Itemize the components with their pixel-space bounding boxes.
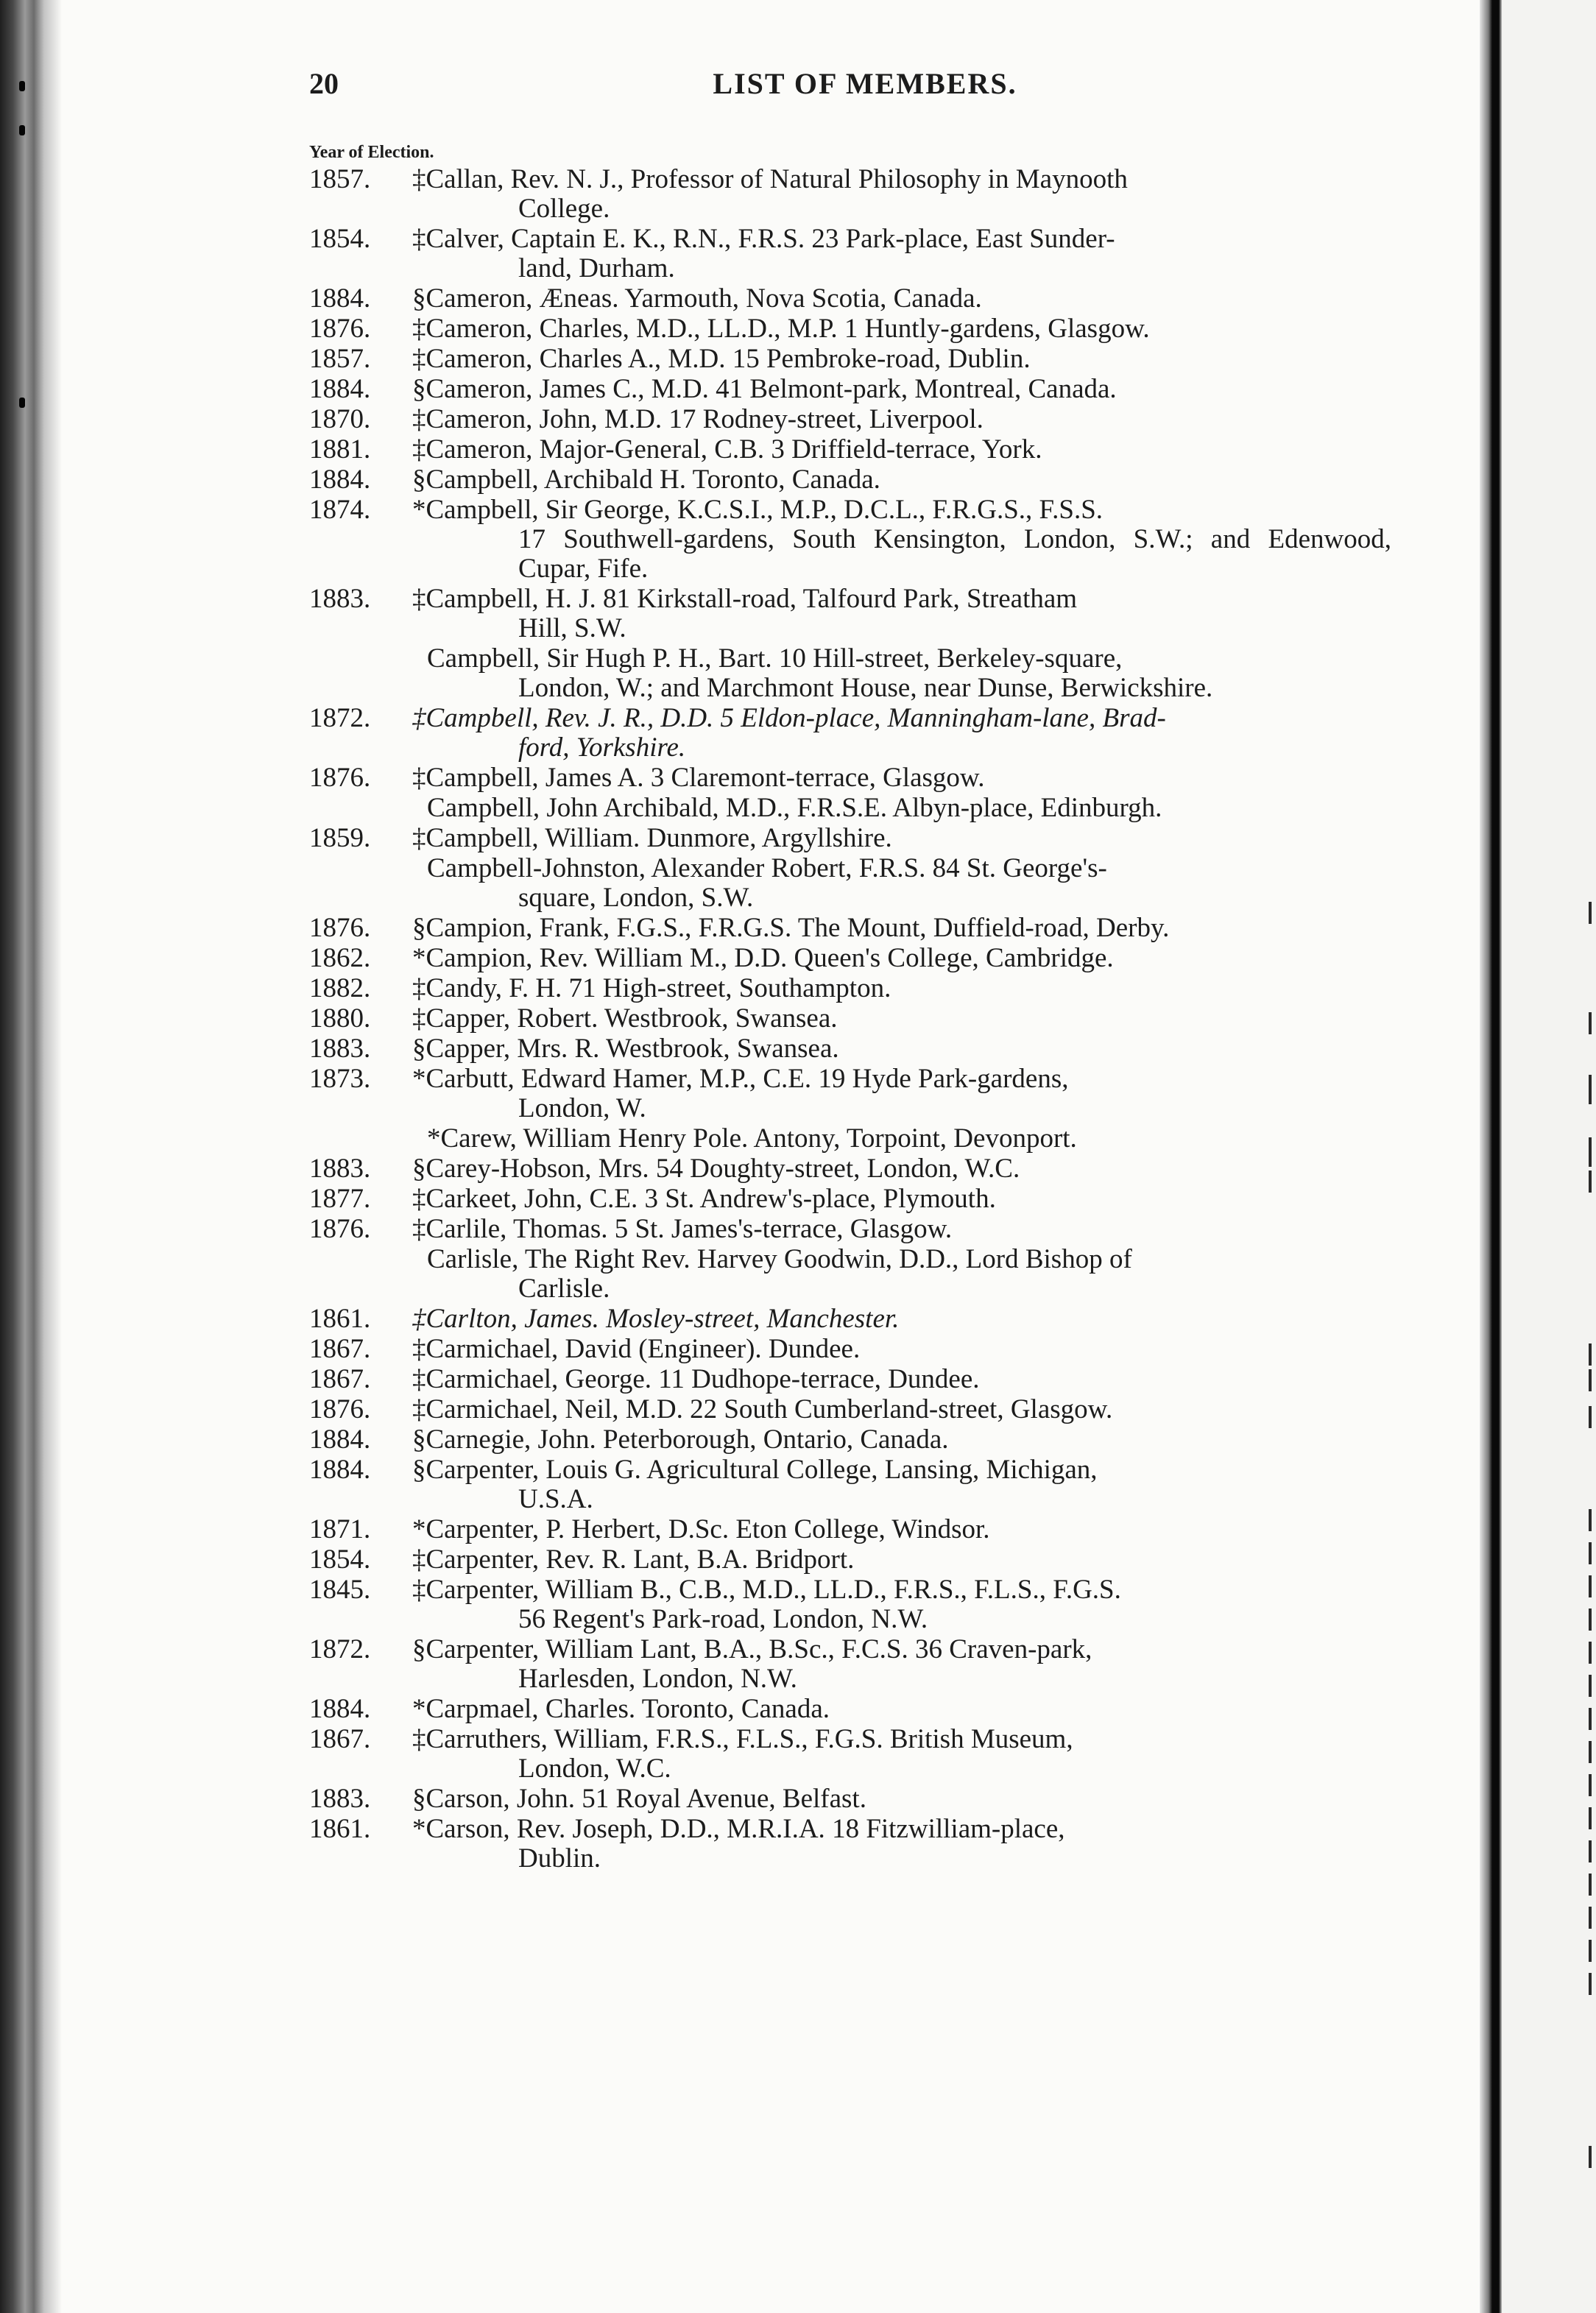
member-address: Eton College, Windsor. xyxy=(735,1514,990,1544)
member-name: ‡Carlile, Thomas. xyxy=(412,1214,608,1244)
election-year: 1857. xyxy=(309,164,371,194)
election-year: 1880. xyxy=(309,1003,371,1034)
member-entry xyxy=(309,1815,1391,1874)
member-address: 22 South Cumberland-street, Glasgow. xyxy=(690,1394,1113,1424)
election-year: 1884. xyxy=(309,465,371,495)
election-year: 1873. xyxy=(309,1064,371,1094)
address-continuation: Harlesden, London, N.W. xyxy=(518,1664,797,1694)
member-address: Queen's College, Cambridge. xyxy=(794,943,1114,973)
member-name: ‡Carlton, James. xyxy=(412,1304,599,1334)
page-number: 20 xyxy=(309,67,339,100)
member-entry xyxy=(309,824,1391,853)
member-entry xyxy=(309,1635,1391,1694)
member-name: ‡Candy, F. H. xyxy=(412,973,562,1003)
member-name: §Campbell, Archibald H. xyxy=(412,465,686,495)
member-name: Campbell-Johnston, Alexander Robert, F.R.S. xyxy=(427,853,926,883)
election-year: 1874. xyxy=(309,495,371,525)
binding-mark xyxy=(19,398,25,408)
member-entry xyxy=(309,1695,1391,1724)
address-continuation: 17 Southwell-gardens, South Kensington, London, S.W.; and Edenwood, Cupar, Fife. xyxy=(518,524,1391,584)
member-name: §Carson, John. xyxy=(412,1784,575,1814)
election-year: 1876. xyxy=(309,314,371,344)
election-year: 1877. xyxy=(309,1184,371,1214)
member-name: ‡Carmichael, David (Engineer). xyxy=(412,1334,762,1364)
page-fold-shadow xyxy=(1480,0,1502,2313)
election-year: 1884. xyxy=(309,1694,371,1724)
member-address: Professor of Natural Philosophy in Maynooth xyxy=(630,164,1128,194)
election-year: 1876. xyxy=(309,1394,371,1424)
member-entry xyxy=(309,1425,1391,1455)
running-title: LIST OF MEMBERS. xyxy=(713,67,1017,100)
document-page xyxy=(309,59,1391,2238)
member-name: *Carew, William Henry Pole. xyxy=(427,1123,749,1154)
member-entry xyxy=(309,1725,1391,1784)
binding-mark xyxy=(19,125,25,135)
member-name: §Carpenter, William Lant, B.A., B.Sc., F.C.S. xyxy=(412,1634,908,1664)
member-entry xyxy=(309,1455,1391,1514)
election-year: 1867. xyxy=(309,1724,371,1754)
election-year: 1876. xyxy=(309,1214,371,1244)
member-address: 71 High-street, Southampton. xyxy=(568,973,891,1003)
election-year: 1883. xyxy=(309,1034,371,1064)
election-year: 1882. xyxy=(309,973,371,1003)
election-year: 1884. xyxy=(309,1455,371,1485)
address-continuation: Carlisle. xyxy=(518,1274,610,1304)
member-name: §Cameron, Æneas. xyxy=(412,283,619,314)
member-name: ‡Campbell, H. J. xyxy=(412,584,596,614)
election-year: 1845. xyxy=(309,1575,371,1605)
member-entry xyxy=(309,1034,1391,1064)
election-year: 1867. xyxy=(309,1364,371,1394)
election-year: 1883. xyxy=(309,1154,371,1184)
member-entry xyxy=(309,1184,1391,1214)
member-entry xyxy=(309,854,1391,913)
member-entry xyxy=(309,1124,1391,1154)
member-address: Albyn-place, Edinburgh. xyxy=(892,793,1162,823)
member-entry xyxy=(309,794,1391,823)
member-entry xyxy=(309,944,1391,973)
member-name: Campbell, Sir Hugh P. H., Bart. xyxy=(427,643,772,674)
member-address: 17 Rodney-street, Liverpool. xyxy=(668,404,984,434)
member-address: 3 St. Andrew's-place, Plymouth. xyxy=(644,1184,996,1214)
member-address: Westbrook, Swansea. xyxy=(606,1034,839,1064)
member-entry xyxy=(309,914,1391,943)
member-address: 19 Hyde Park-gardens, xyxy=(818,1064,1069,1094)
member-entry xyxy=(309,1395,1391,1424)
member-entry xyxy=(309,585,1391,643)
member-entry xyxy=(309,165,1391,224)
address-continuation: U.S.A. xyxy=(518,1484,593,1514)
member-name: *Carson, Rev. Joseph, D.D., M.R.I.A. xyxy=(412,1814,825,1844)
address-continuation: London, W. xyxy=(518,1093,646,1123)
member-name: §Carey-Hobson, Mrs. xyxy=(412,1154,649,1184)
member-name: ‡Carmichael, George. xyxy=(412,1364,652,1394)
member-entry xyxy=(309,1365,1391,1394)
member-address: Bridport. xyxy=(755,1544,855,1575)
election-year: 1872. xyxy=(309,703,371,733)
election-year: 1876. xyxy=(309,913,371,943)
election-year: 1867. xyxy=(309,1334,371,1364)
member-address: 5 St. James's-terrace, Glasgow. xyxy=(614,1214,953,1244)
election-year: 1854. xyxy=(309,1544,371,1575)
member-address: Toronto, Canada. xyxy=(641,1694,830,1724)
member-address: 10 Hill-street, Berkeley-square, xyxy=(778,643,1123,674)
member-name: §Cameron, James C., M.D. xyxy=(412,374,709,404)
member-entry xyxy=(309,644,1391,703)
election-year: 1883. xyxy=(309,584,371,614)
address-continuation: College. xyxy=(518,194,610,224)
member-entry xyxy=(309,1304,1391,1334)
election-year: 1881. xyxy=(309,434,371,465)
running-head xyxy=(309,59,1391,110)
member-address: 84 St. George's- xyxy=(932,853,1107,883)
member-entry xyxy=(309,1154,1391,1184)
member-entry xyxy=(309,345,1391,374)
election-year: 1861. xyxy=(309,1304,371,1334)
member-name: Carlisle, The Right Rev. Harvey Goodwin, D.D., Lord Bishop of xyxy=(427,1244,1132,1274)
member-address: The Mount, Duffield-road, Derby. xyxy=(797,913,1170,943)
member-name: ‡Cameron, Charles A., M.D. xyxy=(412,344,726,374)
address-continuation: London, W.; and Marchmont House, near Dunse, Berwickshire. xyxy=(518,673,1213,703)
election-year: 1859. xyxy=(309,823,371,853)
member-list xyxy=(309,165,1391,1874)
member-address: Yarmouth, Nova Scotia, Canada. xyxy=(624,283,982,314)
member-address: 3 Claremont-terrace, Glasgow. xyxy=(650,763,985,793)
year-of-election-heading: Year of Election. xyxy=(309,143,434,162)
member-entry xyxy=(309,1245,1391,1304)
member-name: ‡Cameron, John, M.D. xyxy=(412,404,663,434)
member-address: 23 Park-place, East Sunder- xyxy=(811,224,1115,254)
member-address: Agricultural College, Lansing, Michigan, xyxy=(646,1455,1098,1485)
member-address: British Museum, xyxy=(889,1724,1073,1754)
member-entry xyxy=(309,1515,1391,1544)
member-address: Toronto, Canada. xyxy=(692,465,880,495)
member-address: Westbrook, Swansea. xyxy=(604,1003,838,1034)
member-name: ‡Callan, Rev. N. J., xyxy=(412,164,624,194)
member-entry xyxy=(309,1004,1391,1034)
member-name: ‡Calver, Captain E. K., R.N., F.R.S. xyxy=(412,224,805,254)
member-name: *Campbell, Sir George, K.C.S.I., M.P., D.C.L., F.R.G.S., F.S.S. xyxy=(412,495,1104,525)
member-address: Dunmore, Argyllshire. xyxy=(646,823,892,853)
address-continuation: London, W.C. xyxy=(518,1754,671,1784)
member-address: Antony, Torpoint, Devonport. xyxy=(753,1123,1077,1154)
address-continuation: Hill, S.W. xyxy=(518,613,626,643)
member-address: 18 Fitzwilliam-place, xyxy=(832,1814,1065,1844)
address-continuation: Dublin. xyxy=(518,1843,601,1874)
member-entry xyxy=(309,435,1391,465)
member-address: 81 Kirkstall-road, Talfourd Park, Streatham xyxy=(602,584,1078,614)
facing-page-edge xyxy=(1502,0,1596,2313)
election-year: 1854. xyxy=(309,224,371,254)
address-continuation: ford, Yorkshire. xyxy=(518,732,686,763)
election-year: 1861. xyxy=(309,1814,371,1844)
member-name: ‡Cameron, Major-General, C.B. xyxy=(412,434,765,465)
member-address: Dundee. xyxy=(768,1334,861,1364)
election-year: 1884. xyxy=(309,1424,371,1455)
member-name: §Capper, Mrs. R. xyxy=(412,1034,600,1064)
member-address: 11 Dudhope-terrace, Dundee. xyxy=(658,1364,980,1394)
member-name: ‡Cameron, Charles, M.D., LL.D., M.P. xyxy=(412,314,838,344)
member-name: *Carpenter, P. Herbert, D.Sc. xyxy=(412,1514,730,1544)
election-year: 1883. xyxy=(309,1784,371,1814)
member-entry xyxy=(309,375,1391,404)
election-year: 1884. xyxy=(309,374,371,404)
member-address: Mosley-street, Manchester. xyxy=(606,1304,900,1334)
member-entry xyxy=(309,465,1391,495)
member-entry xyxy=(309,1064,1391,1123)
member-entry xyxy=(309,1784,1391,1814)
member-address: 41 Belmont-park, Montreal, Canada. xyxy=(716,374,1117,404)
member-name: ‡Campbell, Rev. J. R., D.D. xyxy=(412,703,714,733)
election-year: 1857. xyxy=(309,344,371,374)
election-year: 1884. xyxy=(309,283,371,314)
member-name: §Carnegie, John. xyxy=(412,1424,596,1455)
member-name: ‡Carpenter, Rev. R. Lant, B.A. xyxy=(412,1544,749,1575)
member-entry xyxy=(309,225,1391,283)
member-entry xyxy=(309,1545,1391,1575)
member-entry xyxy=(309,1575,1391,1634)
book-binding-shadow xyxy=(0,0,62,2313)
member-address: 15 Pembroke-road, Dublin. xyxy=(732,344,1031,374)
member-name: ‡Carpenter, William B., C.B., M.D., LL.D., F.R.S., F.L.S., F.G.S. xyxy=(412,1575,1121,1605)
address-continuation: square, London, S.W. xyxy=(518,883,754,913)
member-address: Peterborough, Ontario, Canada. xyxy=(602,1424,949,1455)
member-entry xyxy=(309,763,1391,793)
member-name: ‡Carruthers, William, F.R.S., F.L.S., F.G.S. xyxy=(412,1724,883,1754)
member-name: §Carpenter, Louis G. xyxy=(412,1455,641,1485)
member-entry xyxy=(309,314,1391,344)
member-name: ‡Carkeet, John, C.E. xyxy=(412,1184,638,1214)
member-address: 54 Doughty-street, London, W.C. xyxy=(655,1154,1020,1184)
member-entry xyxy=(309,405,1391,434)
binding-mark xyxy=(19,81,25,91)
member-entry xyxy=(309,1335,1391,1364)
member-name: *Carbutt, Edward Hamer, M.P., C.E. xyxy=(412,1064,812,1094)
member-name: ‡Carmichael, Neil, M.D. xyxy=(412,1394,683,1424)
member-name: *Campion, Rev. William M., D.D. xyxy=(412,943,788,973)
election-year: 1870. xyxy=(309,404,371,434)
election-year: 1876. xyxy=(309,763,371,793)
member-name: §Campion, Frank, F.G.S., F.R.G.S. xyxy=(412,913,792,943)
member-name: ‡Campbell, William. xyxy=(412,823,640,853)
member-name: ‡Campbell, James A. xyxy=(412,763,644,793)
member-entry xyxy=(309,495,1391,584)
address-continuation: land, Durham. xyxy=(518,253,675,283)
member-address: 3 Driffield-terrace, York. xyxy=(771,434,1042,465)
address-continuation: 56 Regent's Park-road, London, N.W. xyxy=(518,1604,928,1634)
election-year: 1871. xyxy=(309,1514,371,1544)
member-name: Campbell, John Archibald, M.D., F.R.S.E. xyxy=(427,793,888,823)
member-address: 5 Eldon-place, Manningham-lane, Brad- xyxy=(720,703,1166,733)
member-entry xyxy=(309,1215,1391,1244)
member-name: *Carpmael, Charles. xyxy=(412,1694,636,1724)
member-address: 1 Huntly-gardens, Glasgow. xyxy=(844,314,1150,344)
election-year: 1872. xyxy=(309,1634,371,1664)
member-entry xyxy=(309,974,1391,1003)
member-entry xyxy=(309,704,1391,763)
member-entry xyxy=(309,284,1391,314)
member-address: 36 Craven-park, xyxy=(914,1634,1092,1664)
member-name: ‡Capper, Robert. xyxy=(412,1003,598,1034)
election-year: 1862. xyxy=(309,943,371,973)
member-address: 51 Royal Avenue, Belfast. xyxy=(582,1784,866,1814)
